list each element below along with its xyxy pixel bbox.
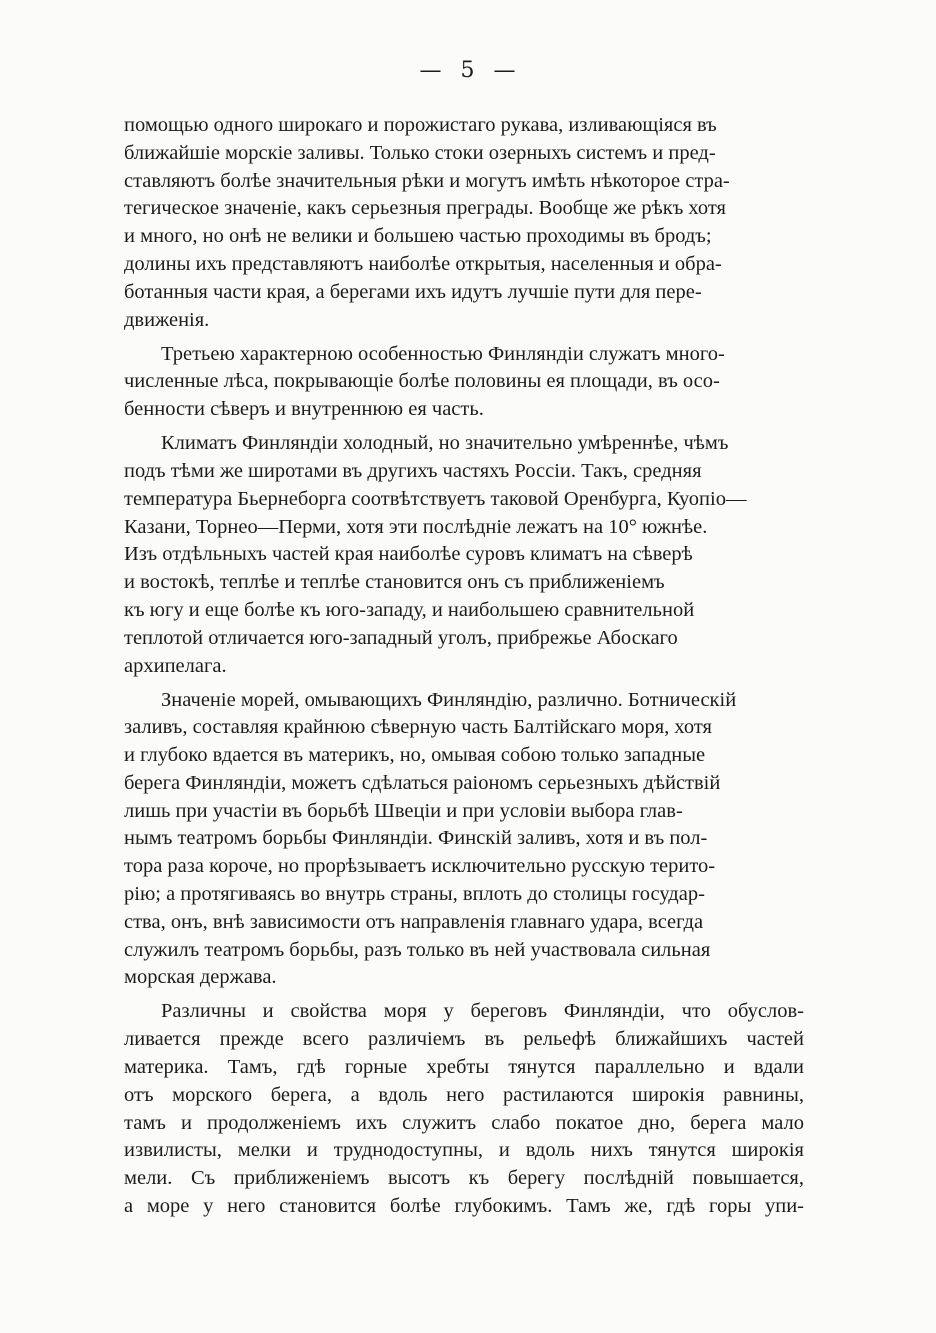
paragraph-seas: Значеніе морей, омывающихъ Финляндію, различно. Ботническій заливъ, составляя крайнюю сѣверную часть Балтійскаго моря, хотя и глубоко вдается въ материкъ, но, омывая собою только западные берега Финляндіи, можетъ сдѣлаться раіономъ серьезныхъ дѣйствій лишь при участіи въ борьбѣ Швеціи и при условіи выбора глав- нымъ театромъ борьбы Финляндіи. Финскій заливъ, хотя и въ пол- тора раза короче, но прорѣзываетъ исключительно русскую терито- рію; а протягиваясь во внутрь страны, вплоть до столицы государ- ства, онъ, внѣ зависимости отъ направленія главнаго удара, всегда служилъ театромъ борьбы, разъ только въ ней участвовала сильная морская держава. (124, 688, 737, 989)
paragraph-forests: Третьею характерною особенностью Финляндіи служатъ много- численные лѣса, покрывающіе болѣе половины ея площади, въ осо- бенности сѣверъ и внутреннюю ея часть. (124, 342, 725, 421)
paragraph-climate: Климатъ Финляндіи холодный, но значительно умѣреннѣе, чѣмъ подъ тѣми же широтами въ другихъ частяхъ Россіи. Такъ, средняя температура Бьернеборга соотвѣтствуетъ таковой Оренбурга, Куопіо— Казани, Торнео—Перми, хотя эти послѣдніе лежатъ на 10° южнѣе. Изъ отдѣльныхъ частей края наиболѣе суровъ климатъ на сѣверѣ и востокѣ, теплѣе и теплѣе становится онъ съ приближеніемъ къ югу и еще болѣе къ юго-западу, и наибольшею сравнительной теплотой отличается юго-западный уголъ, прибрежье Абоскаго архипелага. (124, 432, 747, 677)
page-number-dash-left: — (419, 58, 443, 83)
page-number-dash-right: — (493, 58, 517, 83)
body-text (124, 112, 804, 1221)
page-number: 5 (460, 58, 476, 83)
paragraph-rivers-continued: помощью одного широкаго и порожистаго рукава, изливающіяся въ ближайшіе морскіе заливы. Только стоки озерныхъ системъ и пред- ставляютъ болѣе значительныя рѣки и могутъ имѣть нѣкоторое стра- тегическое значеніе, какъ серьезныя преграды. Вообще же рѣкъ хотя и много, но онѣ не велики и большею частью проходимы въ бродъ; долины ихъ представляютъ наиболѣе открытыя, населенныя и обра- ботанныя части края, а берегами ихъ идутъ лучшіе пути для пере- движенія. (124, 114, 730, 331)
paragraph-sea-properties: Различны и свойства моря у береговъ Финляндіи, что обуслов- ливается прежде всего различіемъ въ рельефѣ ближайшихъ частей материка. Тамъ, гдѣ горные хребты тянутся параллельно и вдали отъ морского берега, а вдоль него растилаются широкія равнины, тамъ и продолженіемъ ихъ служитъ слабо покатое дно, берега мало извилисты, мелки и труднодоступны, и вдоль нихъ тянутся широкія мели. Съ приближеніемъ высотъ къ берегу послѣдній повышается, а море у него становится болѣе глубокимъ. Тамъ же, гдѣ горы упи- (124, 1000, 804, 1218)
page-number-header (0, 58, 936, 83)
